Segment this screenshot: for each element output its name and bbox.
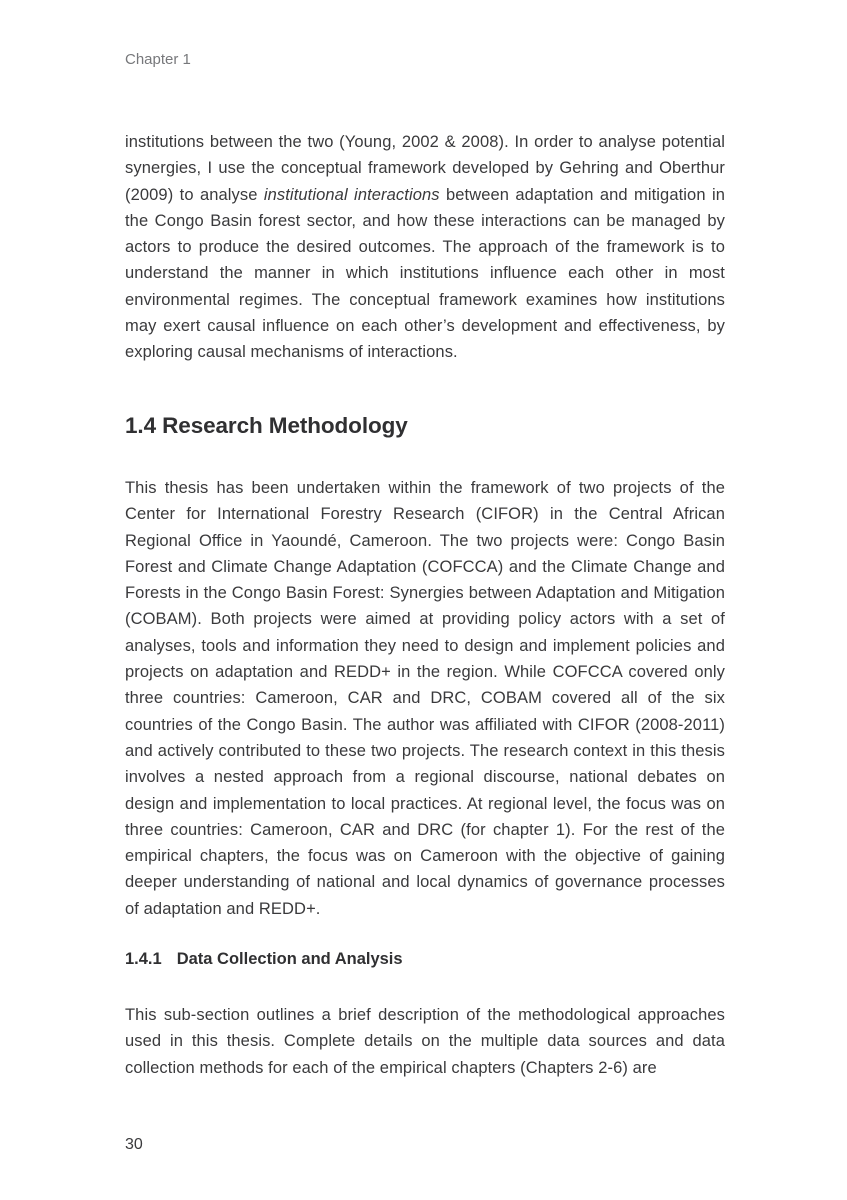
running-header: Chapter 1 bbox=[125, 51, 191, 68]
subsection-number: 1.4.1 bbox=[125, 950, 162, 968]
page-number: 30 bbox=[125, 1136, 143, 1153]
subsection-title: Data Collection and Analysis bbox=[176, 950, 403, 968]
paragraph-research-methodology: This thesis has been undertaken within the framework of two projects of the Center for International Forestry Research (CIFOR) in the Central African Regional Office in Yaoundé, Cameroon. The two projects were: Congo Basin Forest and Climate Change Adaptation (COFCCA) and the Climate Change and Forests in the Congo Basin Forest: Synergies between Adaptation and Mitigation (COBAM). Both projects were aimed at providing policy actors with a set of analyses, tools and information they need to design and implement policies and projects on adaptation and REDD+ in the region. While COFCCA covered only three countries: Cameroon, CAR and DRC, COBAM covered all of the six countries of the Congo Basin. The author was affiliated with CIFOR (2008-2011) and actively contributed to these two projects. The research context in this thesis involves a nested approach from a regional discourse, national debates on design and implementation to local practices. At regional level, the focus was on three countries: Cameroon, CAR and DRC (for chapter 1). For the rest of the empirical chapters, the focus was on Cameroon with the objective of gaining deeper understanding of national and local dynamics of governance processes of adaptation and REDD+. bbox=[125, 479, 725, 918]
paragraph-data-collection-intro: This sub-section outlines a brief description of the methodological approaches used in this thesis. Complete details on the multiple data sources and data collection methods for each of the empirical chapters (Chapters 2-6) are bbox=[125, 1006, 725, 1077]
paragraph-institutional-interactions: institutions between the two (Young, 2002 & 2008). In order to analyse potential synergies, I use the conceptual framework developed by Gehring and Oberthur (2009) to analyse institutional interactions between adaptation and mitigation in the Congo Basin forest sector, and how these interactions can be managed by actors to produce the desired outcomes. The approach of the framework is to understand the manner in which institutions influence each other in most environmental regimes. The conceptual framework examines how institutions may exert causal influence on each other’s development and effectiveness, by exploring causal mechanisms of interactions. bbox=[125, 133, 725, 362]
subsection-heading-data-collection bbox=[125, 947, 725, 971]
section-heading-research-methodology: 1.4 Research Methodology bbox=[125, 413, 408, 438]
